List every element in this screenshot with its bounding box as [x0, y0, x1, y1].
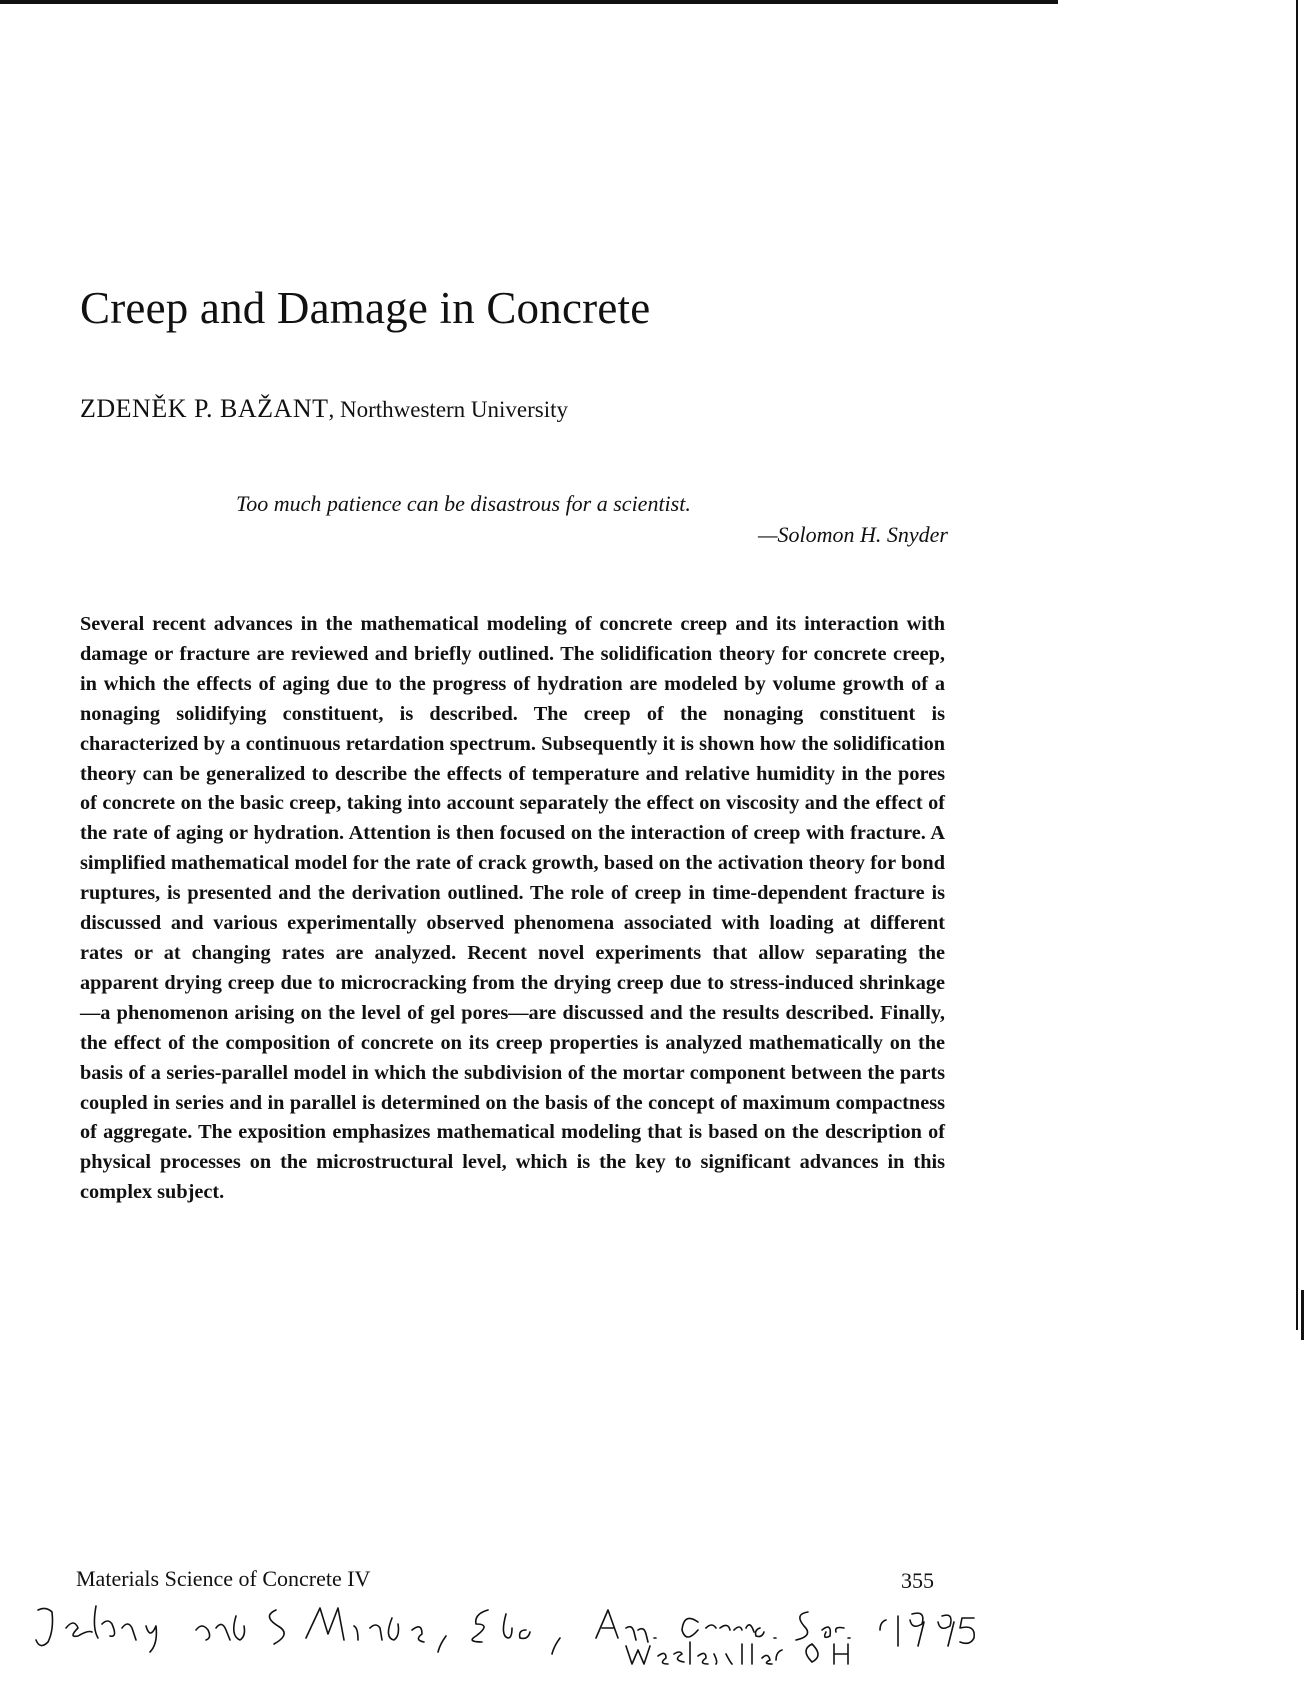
- epigraph-quote: Too much patience can be disastrous for a scientist.: [236, 491, 691, 516]
- epigraph-attribution: —Solomon H. Snyder: [757, 522, 948, 547]
- footer-source: Materials Science of Concrete IV: [76, 1566, 371, 1591]
- handwritten-note: [26, 1598, 1026, 1668]
- scan-border-right: [1296, 0, 1298, 1330]
- abstract: [80, 610, 945, 1208]
- author-line: [80, 394, 568, 424]
- author-name: ZDENĚK P. BAŽANT: [80, 394, 329, 423]
- epigraph: [236, 488, 948, 550]
- page-number: 355: [901, 1568, 934, 1593]
- scan-border-top: [0, 0, 1058, 4]
- paper-title: Creep and Damage in Concrete: [80, 283, 651, 333]
- abstract-text: Several recent advances in the mathematical modeling of concrete creep and its interaction with damage or fracture are reviewed and briefly outlined. The solidification theory for concrete creep, in which the effects of aging due to the progress of hydration are modeled by volume growth of a nonaging solidifying constituent, is described. The creep of the nonaging constituent is characterized by a continuous retardation spectrum. Subsequently it is shown how the solidification theory can be generalized to describe the effects of temperature and relative humidity in the pores of concrete on the basic creep, taking into account separately the effect on viscosity and the effect of the rate of aging or hydration. Attention is then focused on the interaction of creep with fracture. A simplified mathematical model for the rate of crack growth, based on the activation theory for bond ruptures, is presented and the derivation outlined. The role of creep in time-dependent fracture is discussed and various experimentally observed phenomena associated with loading at different rates or at changing rates are analyzed. Recent novel experiments that allow separating the apparent drying creep due to microcracking from the drying creep due to stress-induced shrinkage—a phenomenon arising on the level of gel pores—are discussed and the results described. Finally, the effect of the composition of concrete on its creep properties is analyzed mathematically on the basis of a series-parallel model in which the subdivision of the mortar component between the parts coupled in series and in parallel is determined on the basis of the concept of maximum compactness of aggregate. The exposition emphasizes mathematical modeling that is based on the description of physical processes on the microstructural level, which is the key to significant advances in this complex subject.: [80, 613, 945, 1204]
- scan-edge-mark: [1301, 1290, 1304, 1340]
- author-affiliation: , Northwestern University: [328, 397, 569, 422]
